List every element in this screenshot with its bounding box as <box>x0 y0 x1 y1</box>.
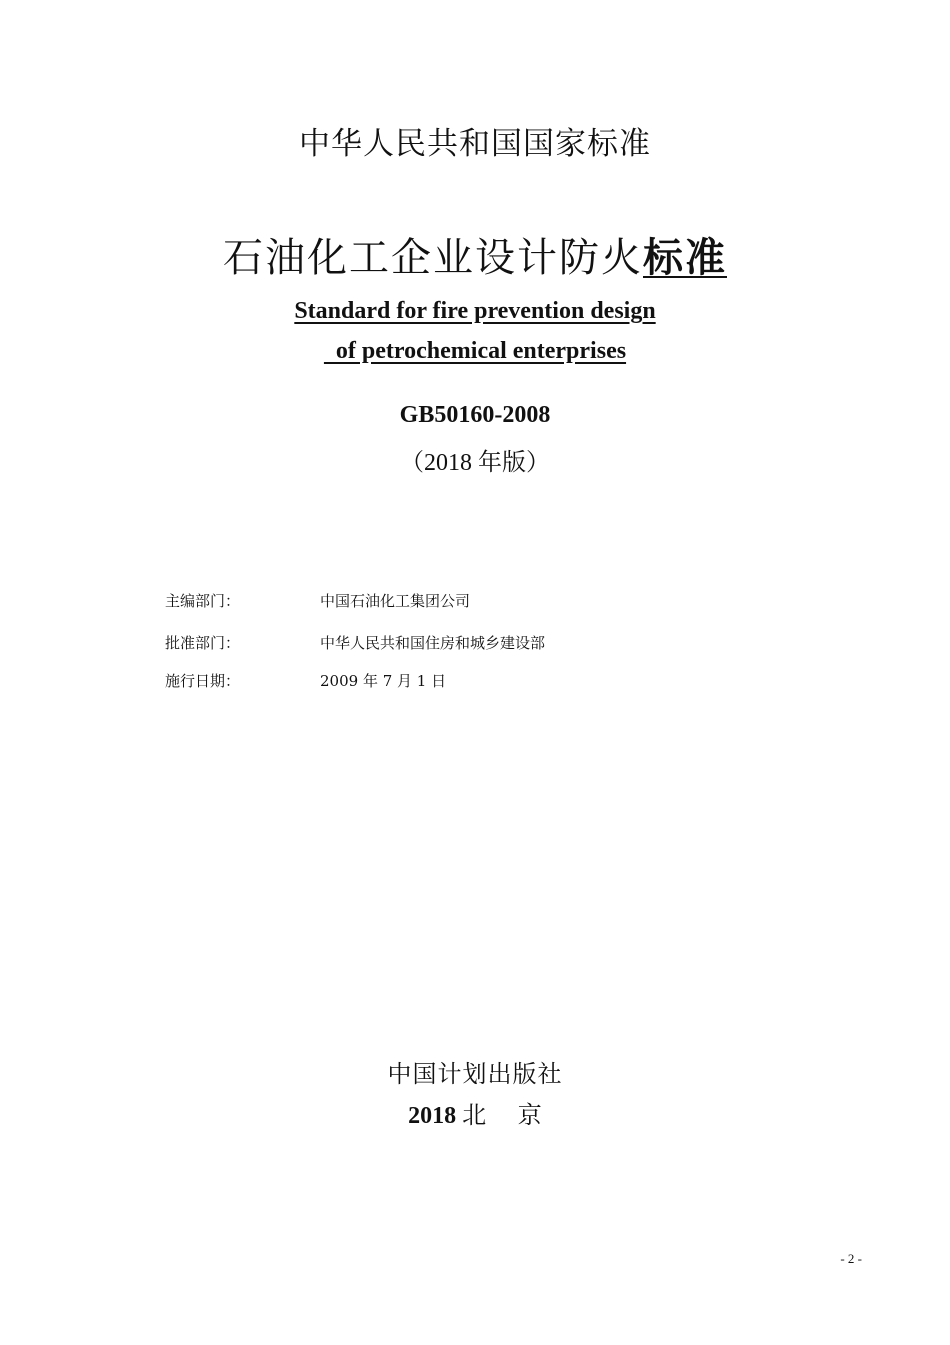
publication-city: 北 京 <box>462 1101 542 1129</box>
info-row-approver <box>165 632 545 653</box>
publisher: 中国计划出版社 <box>387 1060 563 1088</box>
title-cn-suffix: 标准 <box>643 234 727 281</box>
standard-title-english-line1: Standard for fire prevention design <box>294 298 656 324</box>
info-label: 批准部门： <box>165 634 241 652</box>
standard-title-english-line2: of petrochemical enterprises <box>323 338 627 364</box>
national-standard-heading: 中华人民共和国国家标准 <box>299 126 651 162</box>
info-value: 中华人民共和国住房和城乡建设部 <box>320 634 546 652</box>
info-row-editor <box>165 590 470 611</box>
info-value: 中国石油化工集团公司 <box>320 592 471 610</box>
info-label: 施行日期： <box>165 672 241 690</box>
info-value: 2009 年 7 月 1 日 <box>320 672 447 690</box>
info-row-effective-date <box>165 670 446 691</box>
standard-title-chinese <box>0 226 950 283</box>
page-number: - 2 - <box>840 1251 862 1266</box>
info-label: 主编部门： <box>165 592 241 610</box>
standard-code: GB50160-2008 <box>399 402 551 428</box>
edition-label: （2018 年版） <box>400 450 550 476</box>
publication-year: 2018 <box>408 1103 457 1129</box>
publication-place-year <box>0 1095 950 1130</box>
title-cn-prefix: 石油化工企业设计防火 <box>223 235 643 281</box>
